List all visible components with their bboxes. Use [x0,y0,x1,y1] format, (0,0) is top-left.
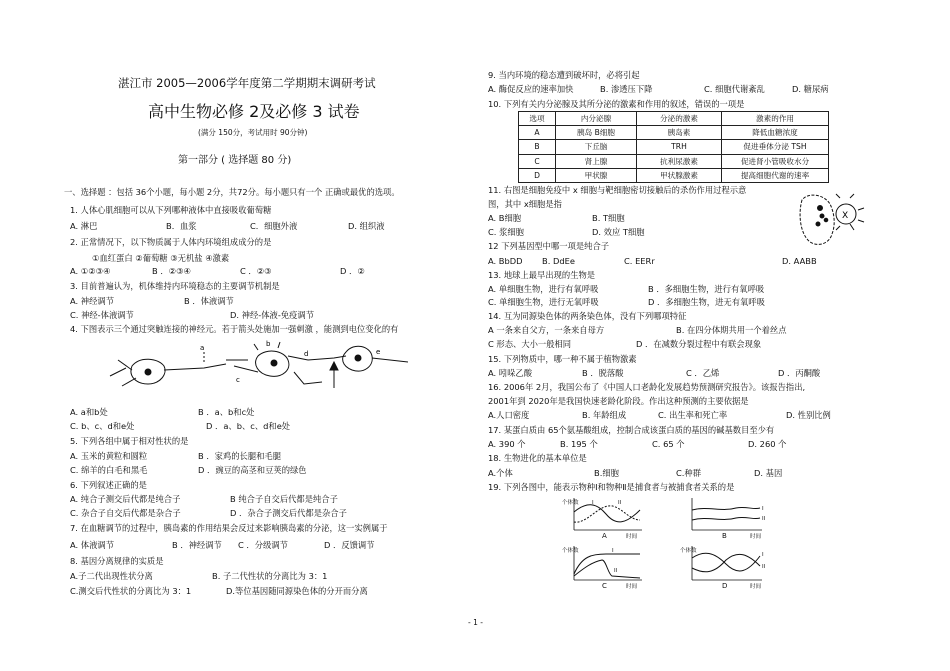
q5-option-d: D ．豌豆的高茎和豆荚的绿色 [198,465,307,475]
q6-option-a: A. 纯合子测交后代都是纯合子 [70,494,181,504]
q11-option-a: A. B细胞 [488,213,522,223]
table-row [519,140,829,154]
series-label-1: I [762,552,764,558]
series-label-2: II [614,568,618,574]
neuron-label-c: c [236,376,240,384]
panel-label-d: D [722,582,728,590]
question-1: 1. 人体心肌细胞可以从下列哪种液体中直接吸收葡萄糖 [70,205,272,215]
q7-option-d: D ．反馈调节 [324,540,375,550]
panel-label-b: B [722,532,727,540]
q1-option-b: B．血浆 [166,221,197,231]
series-label-2: II [762,564,766,570]
series-label-1: I [592,500,594,506]
table-row [519,126,829,140]
q13-option-a: A. 单细胞生物，进行有氧呼吸 [488,284,599,294]
question-10: 10. 下列有关内分泌腺及其所分泌的激素和作用的叙述，错误的一项是 [488,99,745,109]
q3-option-b: B ．体液调节 [184,296,234,306]
q14-option-a: A 一条来自父方，一条来自母方 [488,325,605,335]
panel-label-a: A [602,532,607,540]
q16-option-c: C. 出生率和死亡率 [658,410,728,420]
q8-option-a: A.子二代出现性状分离 [70,571,153,581]
question-15: 15. 下列物质中，哪一种不属于植物激素 [488,354,637,364]
table-header-row [519,112,829,126]
table-cell: 甲状腺 [556,168,637,182]
graph-ylabel: 个体数 [562,500,579,506]
q7-option-c: C ．分级调节 [238,540,288,550]
q17-option-b: B. 195 个 [560,439,598,449]
q2-option-d: D ．② [340,266,365,276]
table-cell: C [519,154,556,168]
q3-option-c: C. 神经-体液调节 [70,310,134,320]
q18-option-d: D. 基因 [754,468,783,478]
question-13: 13. 地球上最早出现的生物是 [488,270,596,280]
q6-option-b: B 纯合子自交后代都是纯合子 [230,494,338,504]
q16-option-d: D. 性别比例 [786,410,831,420]
q11-option-c: C. 浆细胞 [488,227,524,237]
q8-option-c: C.测交后代性状的分离比为 3：1 [70,586,192,596]
question-3: 3. 目前普遍认为，机体维持内环境稳态的主要调节机制是 [70,281,280,291]
q16-option-a: A.人口密度 [488,410,530,420]
q13-option-c: C. 单细胞生物，进行无氧呼吸 [488,297,599,307]
question-6: 6. 下列叙述正确的是 [70,480,147,490]
question-5: 5. 下列各组中属于相对性状的是 [70,436,189,446]
neuron-diagram [108,338,408,398]
part-heading: 第一部分 ( 选择题 80 分) [178,155,292,166]
q1-option-d: D. 组织液 [348,221,385,231]
page-number: - 1 - [468,618,483,627]
q9-option-d: D. 糖尿病 [792,84,829,94]
table-cell: 抗利尿激素 [637,154,722,168]
q4-option-a: A. a和b处 [70,407,108,417]
neuron-label-e: e [376,348,381,356]
q7-option-a: A. 体液调节 [70,540,114,550]
question-2: 2. 正常情况下，以下物质属于人体内环境组成成分的是 [70,237,272,247]
table-cell: 胰岛 B细胞 [556,126,637,140]
question-17: 17. 某蛋白质由 65个氨基酸组成，控制合成该蛋白质的基因的碱基数目至少有 [488,425,775,435]
table-header-cell: 激素的作用 [722,112,829,126]
question-16: 16. 2006年 2月，我国公布了《中国人口老龄化发展趋势预测研究报告》。该报告指出, [488,382,806,392]
table-row [519,168,829,182]
table-header-cell: 内分泌腺 [556,112,637,126]
q17-option-d: D. 260 个 [748,439,787,449]
q7-option-b: B ．神经调节 [172,540,222,550]
question-4: 4. 下图表示三个通过突触连接的神经元。若于箭头处施加一强刺激 ，能测到电位变化的有 [70,324,399,334]
q9-option-c: C. 细胞代谢紊乱 [704,84,765,94]
table-row [519,154,829,168]
q6-option-c: C. 杂合子自交后代都是杂合子 [70,508,181,518]
question-7: 7. 在血糖调节的过程中，胰岛素的作用结果会反过来影响胰岛素的分泌，这一实例属于 [70,523,388,533]
q13-option-d: D ．多细胞生物，进无有氧呼吸 [648,297,765,307]
q17-option-a: A. 390 个 [488,439,526,449]
q2-option-a: A. ①②③④ [70,266,111,276]
q14-option-b: B. 在四分体期共用一个着丝点 [676,325,787,335]
q9-option-a: A. 酶促反应的速率加快 [488,84,574,94]
question-18: 18. 生物进化的基本单位是 [488,453,587,463]
table-cell: 下丘脑 [556,140,637,154]
table-cell: 促进肾小管吸收水分 [722,154,829,168]
q11-option-d: D. 效应 T细胞 [592,227,645,237]
series-label-2: II [618,500,622,506]
q16-option-b: B. 年龄组成 [582,410,627,420]
q15-option-c: C ．乙烯 [686,368,720,378]
q15-option-b: B ．脱落酸 [582,368,624,378]
exam-title-line2: 高中生物必修 2及必修 3 试卷 [148,102,360,121]
q12-option-a: A. BbDD [488,256,523,266]
graph-xlabel: 时间 [626,584,638,590]
panel-a [562,498,642,540]
neuron-label-b: b [266,340,271,348]
q1-option-a: A. 淋巴 [70,221,98,231]
q8-option-d: D.等位基因随同源染色体的分开而分离 [226,586,368,596]
exam-title-line1: 湛江市 2005—2006学年度第二学期期末调研考试 [118,76,376,90]
q6-option-d: D ．杂合子测交后代都是杂合子 [230,508,347,518]
table-cell: A [519,126,556,140]
series-label-1: I [612,548,614,554]
panel-b [692,498,766,540]
cell-killing-diagram [796,190,868,248]
table-header-cell: 分泌的激素 [637,112,722,126]
table-cell: 降低血糖浓度 [722,126,829,140]
q10-table [518,111,829,183]
q17-option-c: C. 65 个 [652,439,685,449]
table-cell: TRH [637,140,722,154]
q15-option-d: D ．丙酮酸 [778,368,821,378]
q5-option-a: A. 玉米的黄粒和圆粒 [70,451,148,461]
q4-option-c: C. b、c、d和e处 [70,421,135,431]
table-cell: B [519,140,556,154]
question-11: 11. 右图是细胞免疫中 x 细胞与靶细胞密切接触后的杀伤作用过程示意 [488,185,747,195]
q18-option-c: C.种群 [676,468,702,478]
graph-ylabel: 个体数 [680,548,697,554]
q14-option-d: D ．在减数分裂过程中有联会现象 [636,339,762,349]
panel-c [562,546,642,590]
q12-option-c: C. EERr [624,256,655,266]
table-cell: D [519,168,556,182]
q18-option-b: B.细胞 [594,468,619,478]
series-label-1: I [762,506,764,512]
neuron-label-a: a [200,344,205,352]
exam-info: (满分 150分，考试用时 90分钟) [198,128,308,137]
q5-option-b: B ．家鸡的长腿和毛腿 [198,451,282,461]
q11-option-b: B. T细胞 [592,213,625,223]
q13-option-b: B ．多细胞生物，进行有氧呼吸 [648,284,765,294]
table-cell: 甲状腺激素 [637,168,722,182]
question-16-cont: 2001年到 2020年是我国快速老龄化阶段。作出这种预测的主要依据是 [488,396,749,406]
table-cell: 胰岛素 [637,126,722,140]
q2-items: ①血红蛋白 ②葡萄糖 ③无机盐 ④激素 [92,253,230,263]
panel-d [680,546,766,590]
table-cell: 肾上腺 [556,154,637,168]
series-label-2: II [762,516,766,522]
neuron-label-d: d [304,350,309,358]
q4-option-d: D ．a、b、c、d和e处 [206,421,291,431]
q4-option-b: B ．a、b和c处 [198,407,255,417]
q8-option-b: B. 子二代性状的分离比为 3：1 [212,571,328,581]
q1-option-c: C．细胞外液 [250,221,298,231]
q12-option-b: B. DdEe [542,256,575,266]
q2-option-c: C ．②③ [240,266,272,276]
q19-population-graphs [562,494,772,590]
question-8: 8. 基因分离规律的实质是 [70,556,164,566]
graph-xlabel: 时间 [750,584,762,590]
q12-option-d: D. AABB [782,256,817,266]
q9-option-b: B. 渗透压下降 [600,84,653,94]
q2-option-b: B ．②③④ [152,266,191,276]
graph-ylabel: 个体数 [562,548,579,554]
q14-option-c: C 形态、大小一般相同 [488,339,572,349]
table-cell: 提高细胞代谢的速率 [722,168,829,182]
question-14: 14. 互为同源染色体的两条染色体，没有下列哪项特征 [488,311,687,321]
q3-option-d: D. 神经-体液-免疫调节 [230,310,315,320]
table-header-cell: 选项 [519,112,556,126]
question-19: 19. 下列各图中，能表示物种Ⅰ和物种Ⅱ是捕食者与被捕食者关系的是 [488,482,735,492]
q3-option-a: A. 神经调节 [70,296,114,306]
graph-xlabel: 时间 [626,534,638,540]
question-11-cont: 图，其中 x细胞是指 [488,199,562,209]
table-cell: 促进垂体分泌 TSH [722,140,829,154]
section-intro: 一、选择题 ：包括 36个小题，每小题 2分，共72分。每小题只有一个 正确或最优的选项。 [64,187,400,197]
q5-option-c: C. 绵羊的白毛和黑毛 [70,465,148,475]
x-cell-label: X [842,211,849,221]
q18-option-a: A.个体 [488,468,513,478]
q15-option-a: A. 吲哚乙酸 [488,368,532,378]
question-9: 9. 当内环境的稳态遭到破坏时，必将引起 [488,70,640,80]
panel-label-c: C [602,582,607,590]
graph-xlabel: 时间 [750,534,762,540]
question-12: 12 下列基因型中哪一项是纯合子 [488,241,610,251]
